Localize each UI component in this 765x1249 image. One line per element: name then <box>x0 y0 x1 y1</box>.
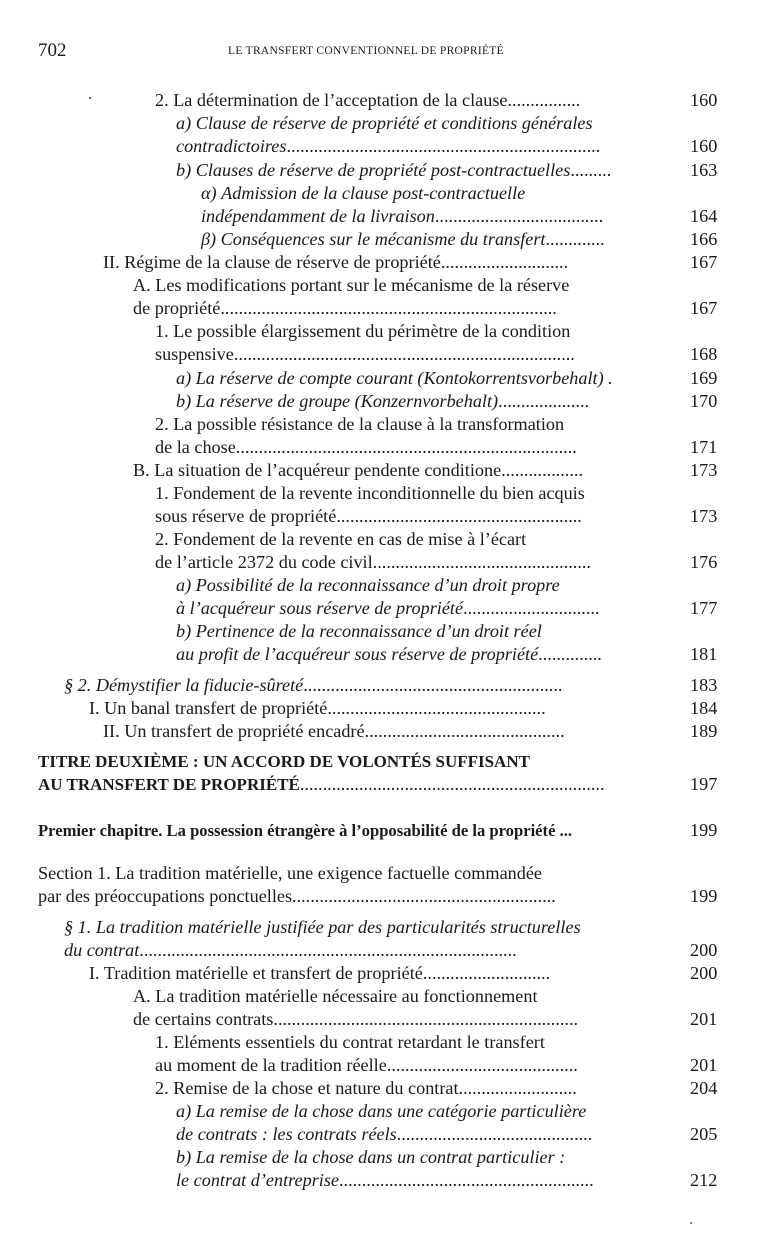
toc-entry-text: β) Conséquences sur le mécanisme du transfert <box>201 229 546 249</box>
toc-entry <box>0 916 765 939</box>
toc-entry-title <box>38 819 572 842</box>
toc-entry-title <box>38 773 605 796</box>
toc-page-number: 168 <box>690 344 718 364</box>
toc-entry <box>0 135 765 158</box>
toc-entry-title <box>133 274 569 297</box>
toc-entry <box>0 674 765 697</box>
toc-page-number: 169 <box>690 368 718 388</box>
toc-entry <box>0 320 765 343</box>
toc-dot-leader: ..................................................................... <box>286 136 601 156</box>
toc-dot-leader: ................................................................... <box>273 1009 579 1029</box>
toc-entry-title <box>38 862 542 885</box>
toc-entry <box>0 819 765 842</box>
toc-entry-text: à l’acquéreur sous réserve de propriété <box>176 598 464 618</box>
toc-dot-leader: .................... <box>498 391 590 411</box>
toc-entry-text: 1. Fondement de la revente inconditionnelle du bien acquis <box>155 483 585 503</box>
toc-entry-title <box>103 720 565 743</box>
toc-entry-text: de certains contrats <box>133 1009 274 1029</box>
toc-entry-title <box>155 436 577 459</box>
toc-entry-text: suspensive <box>155 344 234 364</box>
toc-entry-text: A. La tradition matérielle nécessaire au fonctionnement <box>133 986 538 1006</box>
toc-entry-title <box>176 390 589 413</box>
toc-page-number: 163 <box>690 160 718 180</box>
toc-page-number: 170 <box>690 391 718 411</box>
toc-page-number: 160 <box>690 90 718 110</box>
toc-entry-title <box>155 482 585 505</box>
toc-entry-text: AU TRANSFERT DE PROPRIÉTÉ <box>38 775 300 794</box>
toc-entry <box>0 885 765 908</box>
toc-entry <box>0 1123 765 1146</box>
toc-entry-text: 2. Remise de la chose et nature du contrat <box>155 1078 459 1098</box>
toc-dot-leader: ................ <box>507 90 581 110</box>
toc-dot-leader: ........................................... <box>396 1124 593 1144</box>
toc-dot-leader: .......................... <box>458 1078 577 1098</box>
toc-entry-text: b) La remise de la chose dans un contrat particulier : <box>176 1147 566 1167</box>
toc-entry-title <box>155 320 570 343</box>
toc-dot-leader: ................................................................... <box>299 774 605 794</box>
toc-entry-title <box>176 1146 565 1169</box>
toc-entry-title <box>155 413 564 436</box>
toc-dot-leader: ............. <box>545 229 605 249</box>
toc-entry-text: B. La situation de l’acquéreur pendente conditione <box>133 460 502 480</box>
toc-dot-leader: ...................................................... <box>336 506 582 526</box>
toc-page-number: 200 <box>690 940 718 960</box>
toc-entry <box>0 413 765 436</box>
toc-entry-title <box>176 597 599 620</box>
toc-entry-title <box>38 885 556 908</box>
toc-page-number: 167 <box>690 252 718 272</box>
toc-entry-text: du contrat <box>64 940 140 960</box>
toc-entry <box>0 773 765 796</box>
toc-dot-leader: ......................................................... <box>303 675 563 695</box>
toc-entry-text: II. Régime de la clause de réserve de propriété <box>103 252 441 272</box>
toc-page-number: 173 <box>690 460 718 480</box>
toc-entry <box>0 1031 765 1054</box>
toc-page-number: 201 <box>690 1055 718 1075</box>
toc-page-number: 167 <box>690 298 718 318</box>
toc-entry-title <box>201 182 525 205</box>
toc-entry-title <box>89 962 550 985</box>
toc-entry-title <box>103 251 568 274</box>
print-speck <box>690 1222 692 1224</box>
toc-page-number: 184 <box>690 698 718 718</box>
toc-entry-text: a) La réserve de compte courant (Kontokorrentsvorbehalt) . <box>176 368 613 388</box>
toc-entry-text: indépendamment de la livraison <box>201 206 435 226</box>
toc-entry <box>0 697 765 720</box>
toc-dot-leader: ........................................................................... <box>233 344 575 364</box>
toc-entry <box>0 251 765 274</box>
toc-entry-title <box>38 750 530 773</box>
toc-entry <box>0 597 765 620</box>
toc-entry-text: II. Un transfert de propriété encadré <box>103 721 365 741</box>
toc-entry-title <box>176 643 602 666</box>
toc-entry-text: a) La remise de la chose dans une catégorie particulière <box>176 1101 587 1121</box>
toc-entry-text: a) Clause de réserve de propriété et conditions générales <box>176 113 593 133</box>
toc-entry <box>0 574 765 597</box>
toc-page-number: 199 <box>690 820 718 840</box>
toc-dot-leader: .......................................................... <box>292 886 556 906</box>
toc-entry <box>0 750 765 773</box>
toc-entry <box>0 962 765 985</box>
toc-entry-title <box>133 297 557 320</box>
toc-entry-title <box>64 939 517 962</box>
toc-entry-title <box>133 1008 578 1031</box>
toc-page-number: 183 <box>690 675 718 695</box>
toc-dot-leader: ................................................................................... <box>139 940 517 960</box>
toc-entry-title <box>176 620 542 643</box>
toc-entry-title <box>155 505 582 528</box>
toc-dot-leader: .............. <box>538 644 602 664</box>
toc-entry <box>0 939 765 962</box>
toc-entry-text: b) Clauses de réserve de propriété post-contractuelles <box>176 160 571 180</box>
toc-dot-leader: ............................ <box>440 252 569 272</box>
toc-entry-title <box>155 551 591 574</box>
toc-entry <box>0 459 765 482</box>
toc-entry-text: TITRE DEUXIÈME : UN ACCORD DE VOLONTÉS SUFFISANT <box>38 752 530 771</box>
toc-entry-text: α) Admission de la clause post-contractuelle <box>201 183 526 203</box>
toc-dot-leader: ........................................................................... <box>235 437 577 457</box>
toc-entry-title <box>176 574 560 597</box>
toc-entry-title <box>64 916 581 939</box>
toc-entry <box>0 862 765 885</box>
toc-entry-title <box>176 135 600 158</box>
page-header <box>38 40 728 64</box>
toc-page-number: 189 <box>690 721 718 741</box>
toc-entry <box>0 528 765 551</box>
toc-entry <box>0 1146 765 1169</box>
toc-page-number: 166 <box>690 229 718 249</box>
toc-entry-title <box>155 1031 545 1054</box>
toc-dot-leader: ..................................... <box>434 206 604 226</box>
toc-entry-text: I. Un banal transfert de propriété <box>89 698 328 718</box>
toc-entry-title <box>201 228 605 251</box>
toc-entry-text: le contrat d’entreprise <box>176 1170 339 1190</box>
toc-entry <box>0 551 765 574</box>
toc-dot-leader: .............................. <box>463 598 600 618</box>
toc-entry-text: b) La réserve de groupe (Konzernvorbehalt) <box>176 391 499 411</box>
toc-entry-text: contradictoires <box>176 136 287 156</box>
toc-entry <box>0 720 765 743</box>
toc-page-number: 199 <box>690 886 718 906</box>
toc-entry <box>0 390 765 413</box>
toc-entry-title <box>155 1054 578 1077</box>
toc-entry-title <box>176 367 613 390</box>
toc-entry-text: au profit de l’acquéreur sous réserve de propriété <box>176 644 539 664</box>
toc-entry <box>0 182 765 205</box>
toc-entry <box>0 343 765 366</box>
toc-page-number: 181 <box>690 644 718 664</box>
toc-entry-text: de l’article 2372 du code civil <box>155 552 373 572</box>
toc-entry <box>0 274 765 297</box>
toc-entry <box>0 228 765 251</box>
toc-entry-title <box>176 112 593 135</box>
toc-entry-text: par des préoccupations ponctuelles <box>38 886 293 906</box>
toc-entry-title <box>155 343 575 366</box>
toc-entry <box>0 1077 765 1100</box>
toc-dot-leader: .......................................................................... <box>220 298 557 318</box>
toc-dot-leader: ............................................ <box>364 721 565 741</box>
toc-entry-text: sous réserve de propriété <box>155 506 337 526</box>
toc-entry-title <box>133 985 538 1008</box>
toc-entry-title <box>155 89 580 112</box>
toc-dot-leader: ........................................................ <box>338 1170 594 1190</box>
toc-entry-text: de propriété <box>133 298 221 318</box>
toc-entry <box>0 89 765 112</box>
toc-dot-leader: .................. <box>501 460 584 480</box>
toc-entry <box>0 482 765 505</box>
toc-entry-title <box>176 1100 586 1123</box>
toc-page-number: 204 <box>690 1078 718 1098</box>
toc-page-number: 173 <box>690 506 718 526</box>
toc-entry-text: de contrats : les contrats réels <box>176 1124 397 1144</box>
toc-entry <box>0 367 765 390</box>
toc-entry-text: de la chose <box>155 437 236 457</box>
toc-entry-text: I. Tradition matérielle et transfert de propriété <box>89 963 423 983</box>
toc-entry-text: A. Les modifications portant sur le mécanisme de la réserve <box>133 275 570 295</box>
toc-entry <box>0 985 765 1008</box>
toc-entry-text: § 2. Démystifier la fiducie-sûreté <box>64 675 304 695</box>
toc-entry-title <box>201 205 603 228</box>
toc-entry-title <box>133 459 583 482</box>
toc-entry <box>0 159 765 182</box>
toc-page-number: 160 <box>690 136 718 156</box>
toc-entry <box>0 112 765 135</box>
toc-page-number: 177 <box>690 598 718 618</box>
toc-entry-text: 1. Eléments essentiels du contrat retardant le transfert <box>155 1032 545 1052</box>
toc-entry-text: 1. Le possible élargissement du périmètre de la condition <box>155 321 571 341</box>
toc-entry-title <box>176 1123 592 1146</box>
toc-entry-text: au moment de la tradition réelle <box>155 1055 387 1075</box>
toc-entry-title <box>176 159 611 182</box>
toc-entry <box>0 1169 765 1192</box>
toc-entry <box>0 505 765 528</box>
toc-entry-text: b) Pertinence de la reconnaissance d’un droit réel <box>176 621 542 641</box>
toc-entry-text: 2. Fondement de la revente en cas de mise à l’écart <box>155 529 527 549</box>
toc-page-number: 212 <box>690 1170 718 1190</box>
toc-page-number: 201 <box>690 1009 718 1029</box>
toc-entry <box>0 1054 765 1077</box>
toc-entry-text: Premier chapitre. La possession étrangère à l’opposabilité de la propriété ... <box>38 821 573 840</box>
toc-dot-leader: .......................................... <box>386 1055 578 1075</box>
toc-entry-text: Section 1. La tradition matérielle, une exigence factuelle commandée <box>38 863 542 883</box>
toc-entry <box>0 620 765 643</box>
toc-page-number: 171 <box>690 437 718 457</box>
toc-dot-leader: ............................ <box>422 963 551 983</box>
toc-entry-title <box>155 1077 577 1100</box>
toc-page-number: 176 <box>690 552 718 572</box>
toc-entry <box>0 297 765 320</box>
toc-entry-text: 2. La possible résistance de la clause à la transformation <box>155 414 565 434</box>
toc-page-number: 205 <box>690 1124 718 1144</box>
toc-entry-title <box>176 1169 594 1192</box>
toc-entry <box>0 643 765 666</box>
toc-entry <box>0 205 765 228</box>
toc-entry <box>0 1100 765 1123</box>
toc-page-number: 197 <box>690 774 718 794</box>
toc-entry <box>0 436 765 459</box>
toc-page-number: 200 <box>690 963 718 983</box>
toc-entry-text: 2. La détermination de l’acceptation de la clause <box>155 90 508 110</box>
toc-page-number: 164 <box>690 206 718 226</box>
toc-entry-title <box>155 528 526 551</box>
running-head: LE TRANSFERT CONVENTIONNEL DE PROPRIÉTÉ <box>228 45 504 57</box>
toc-dot-leader: ......... <box>570 160 612 180</box>
toc-entry-text: a) Possibilité de la reconnaissance d’un droit propre <box>176 575 560 595</box>
toc-entry-text: § 1. La tradition matérielle justifiée par des particularités structurelles <box>64 917 581 937</box>
toc-dot-leader: ................................................ <box>372 552 591 572</box>
toc-entry-title <box>89 697 546 720</box>
toc-dot-leader: ................................................ <box>327 698 546 718</box>
toc-entry-title <box>64 674 562 697</box>
page-number: 702 <box>38 40 67 61</box>
toc-entry <box>0 1008 765 1031</box>
